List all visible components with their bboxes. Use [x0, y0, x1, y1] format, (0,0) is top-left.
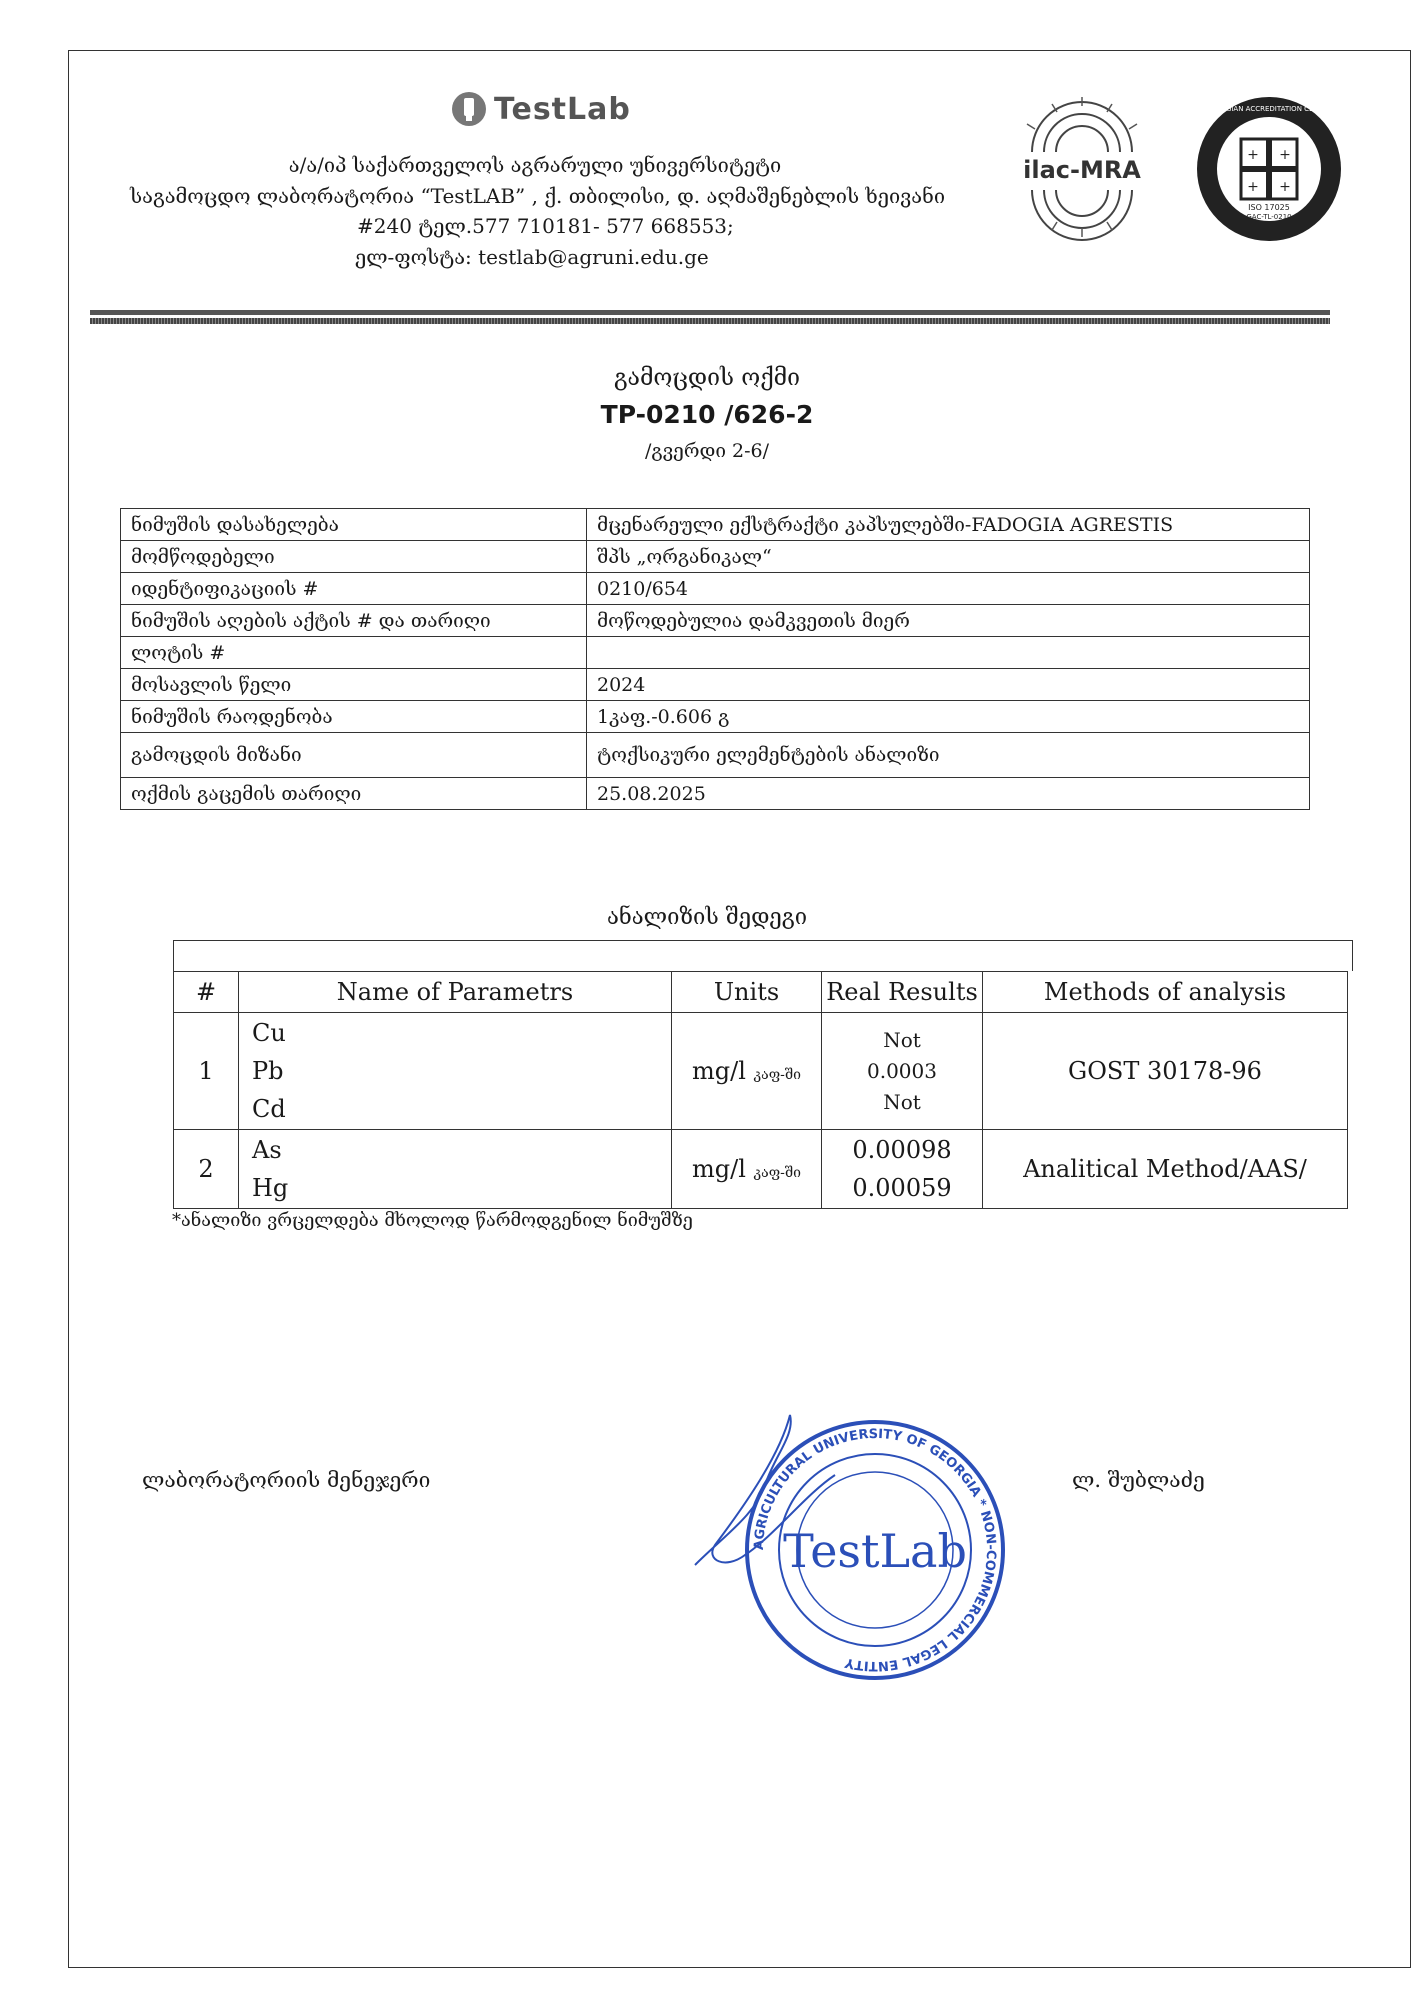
info-label: ნიმუშის დასახელება — [121, 509, 587, 541]
header-results: Real Results — [822, 972, 983, 1013]
logo-text: TestLab — [494, 91, 631, 127]
svg-text:+: + — [1279, 179, 1291, 195]
info-label: გამოცდის მიზანი — [121, 733, 587, 778]
svg-text:+: + — [1247, 147, 1259, 163]
page-indicator: /გვერდი 2-6/ — [644, 440, 769, 462]
address-line-3: #240 ტელ.577 710181- 577 668553; — [357, 214, 734, 238]
result-value: Not — [883, 1089, 921, 1114]
row-number: 1 — [174, 1013, 239, 1130]
testlab-logo — [450, 90, 631, 128]
official-stamp — [685, 1395, 1015, 1695]
info-label: ნიმუშის აღების აქტის # და თარიღი — [121, 605, 587, 637]
header-rule-pattern — [90, 318, 1330, 324]
header-parameter: Name of Parametrs — [239, 972, 672, 1013]
parameter-name: As — [252, 1136, 282, 1164]
parameter-list — [239, 1130, 672, 1209]
result-value: 0.00059 — [852, 1174, 952, 1202]
info-label: იდენტიფიკაციის # — [121, 573, 587, 605]
address-line-1: ა/ა/იპ საქართველოს აგრარული უნივერსიტეტი — [288, 153, 782, 177]
info-row — [121, 778, 1310, 810]
results-table-top-row — [173, 940, 1353, 971]
info-row — [121, 541, 1310, 573]
header-methods: Methods of analysis — [983, 972, 1348, 1013]
lab-logo-icon — [450, 90, 488, 128]
info-value: მოწოდებულია დამკვეთის მიერ — [587, 605, 1310, 637]
svg-text:ISO 17025: ISO 17025 — [1248, 203, 1290, 212]
method-cell: GOST 30178-96 — [983, 1013, 1348, 1130]
info-value: 0210/654 — [587, 573, 1310, 605]
results-table — [173, 971, 1348, 1209]
unit-suffix: კაფ-ში — [753, 1067, 802, 1083]
unit: mg/l — [691, 1057, 746, 1085]
info-value: 1კაფ.-0.606 გ — [587, 701, 1310, 733]
info-value: შპს „ორგანიკალ“ — [587, 541, 1310, 573]
unit-cell — [672, 1130, 822, 1209]
svg-text:GEORGIAN ACCREDITATION CENTER: GEORGIAN ACCREDITATION CENTER — [1205, 105, 1333, 113]
svg-text:ilac-MRA: ilac-MRA — [1023, 156, 1141, 184]
results-table-wrapper — [173, 940, 1353, 1209]
info-label: ნიმუშის რაოდენობა — [121, 701, 587, 733]
accreditation-seal — [1195, 95, 1343, 243]
results-section-title: ანალიზის შედეგი — [606, 905, 808, 930]
svg-text:AGRICULTURAL UNIVERSITY OF GEO: AGRICULTURAL UNIVERSITY OF GEORGIA * NON-COMMERCIAL LEGAL ENTITY — [751, 1426, 999, 1674]
info-value: მცენარეული ექსტრაქტი კაპსულებში-FADOGIA AGRESTIS — [587, 509, 1310, 541]
result-list — [822, 1130, 983, 1209]
info-row — [121, 701, 1310, 733]
info-row — [121, 573, 1310, 605]
parameter-name: Pb — [252, 1057, 284, 1085]
info-row — [121, 733, 1310, 778]
info-value — [587, 637, 1310, 669]
report-title: გამოცდის ოქმი — [613, 365, 801, 391]
info-label: ოქმის გაცემის თარიღი — [121, 778, 587, 810]
info-row — [121, 669, 1310, 701]
unit-cell — [672, 1013, 822, 1130]
ilac-mra-logo — [1012, 92, 1152, 242]
parameter-name: Cd — [252, 1095, 286, 1123]
info-row — [121, 605, 1310, 637]
address-line-4: ელ-ფოსტა: testlab@agruni.edu.ge — [355, 245, 709, 269]
info-label: ლოტის # — [121, 637, 587, 669]
header-number: # — [174, 972, 239, 1013]
unit-suffix: კაფ-ში — [753, 1165, 802, 1181]
results-header-row — [174, 972, 1348, 1013]
info-value: 25.08.2025 — [587, 778, 1310, 810]
results-footnote: *ანალიზი ვრცელდება მხოლოდ წარმოდგენილ ნიმუშზე — [172, 1210, 693, 1231]
svg-text:TestLab: TestLab — [783, 1524, 967, 1578]
method-cell: Analitical Method/AAS/ — [983, 1130, 1348, 1209]
unit: mg/l — [691, 1155, 746, 1183]
result-list — [822, 1013, 983, 1130]
header-units: Units — [672, 972, 822, 1013]
signatory-name: ლ. შუბლაძე — [1072, 1468, 1205, 1492]
sample-info-table — [120, 508, 1310, 810]
svg-text:+: + — [1247, 179, 1259, 195]
info-label: მომწოდებელი — [121, 541, 587, 573]
info-value: 2024 — [587, 669, 1310, 701]
svg-text:GAC-TL-0210: GAC-TL-0210 — [1246, 213, 1292, 221]
signatory-role: ლაბორატორიის მენეჯერი — [142, 1468, 431, 1492]
info-label: მოსავლის წელი — [121, 669, 587, 701]
result-value: Not — [883, 1027, 921, 1052]
address-line-2: საგამოცდო ლაბორატორია “TestLAB” , ქ. თბილისი, დ. აღმაშენებლის ხეივანი — [130, 184, 946, 208]
result-value: 0.00098 — [852, 1136, 952, 1164]
table-row — [174, 1130, 1348, 1209]
report-number: TP-0210 /626-2 — [600, 400, 814, 429]
header-rule — [90, 310, 1330, 315]
parameter-name: Cu — [252, 1019, 286, 1047]
table-row — [174, 1013, 1348, 1130]
parameter-list — [239, 1013, 672, 1130]
info-row — [121, 637, 1310, 669]
info-value: ტოქსიკური ელემენტების ანალიზი — [587, 733, 1310, 778]
parameter-name: Hg — [252, 1174, 289, 1202]
row-number: 2 — [174, 1130, 239, 1209]
svg-text:+: + — [1279, 147, 1291, 163]
result-value: 0.0003 — [867, 1058, 937, 1083]
info-row — [121, 509, 1310, 541]
